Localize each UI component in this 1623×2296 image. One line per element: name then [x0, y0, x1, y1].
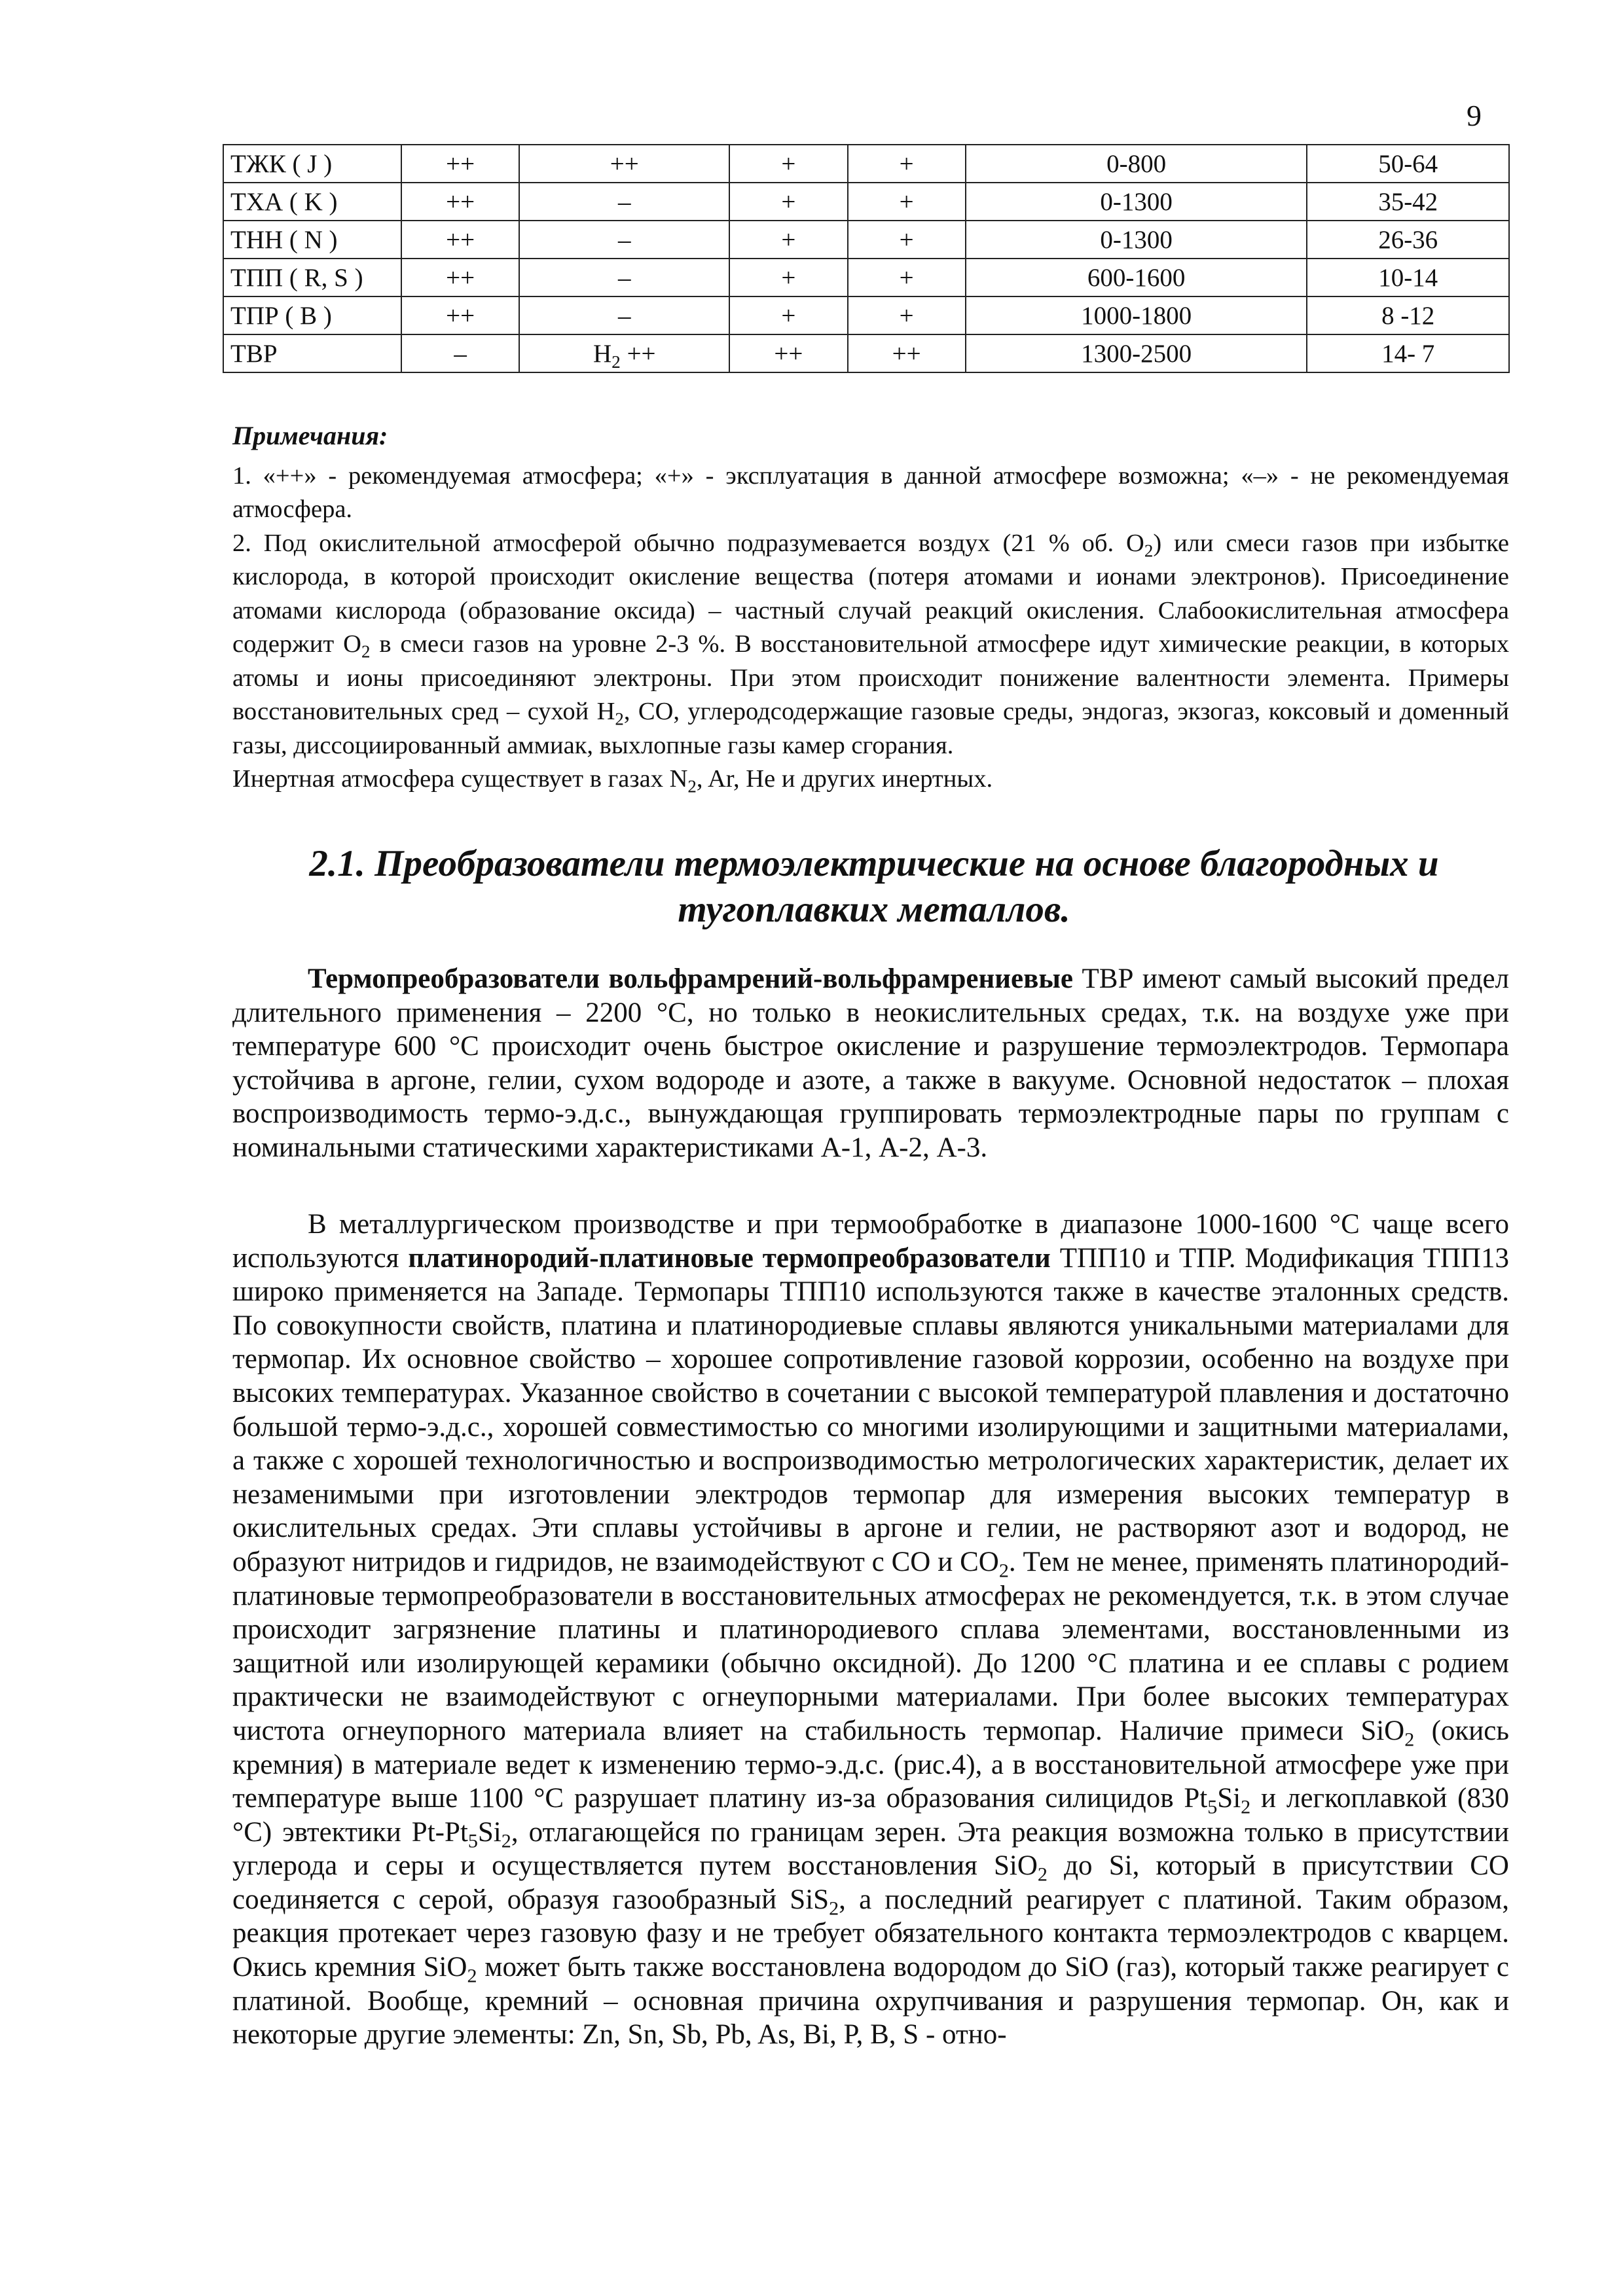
table-cell: ++ — [401, 296, 519, 334]
para2-text-b: ТПП10 и ТПР. Модификация ТПП13 широко применяется на Западе. Термопары ТПП10 используются также в качестве эталонных средств. По совокупности свойств, платина и платинородиевые сплавы являются уникальными материалами для термопар. Их основное свойство – хорошее сопротивление газовой коррозии, особенно на воздухе при высоких температурах. Указанное свойство в сочетании с высокой температурой плавления и достаточно большой термо-э.д.с., хорошей совместимостью со многими изолирующими и защитными материалами, а также с хорошей технологичностью и воспроизводимостью метрологических характеристик, делает их незаменимыми при изготовлении электродов термопар для измерения высоких температур в окислительных средах. Эти сплавы устойчивы в аргоне и гелии, не растворяют азот и водород, не образуют нитридов и гидридов, не взаимодействуют с CO и $CO_2$. Тем не менее, применять платинородий-платиновые термопреобразователи в восстановительных атмосферах не рекомендуется, т.к. в этом случае происходит загрязнение платины и платинородиевого сплава элементами, восстановленными из защитной или изолирующей керамики (обычно оксидной). До 1200 °C платина и ее сплавы с родием практически не взаимодействуют с огнеупорными материалами. При более высоких температурах чистота огнеупорного материала влияет на стабильность термопар. Наличие примеси SiO$_2$ (окись кремния) в материале ведет к изменению термо-э.д.с. (рис.4), а в восстановительной атмосфере уже при температуре выше 1100 °C разрушает платину из-за образования силицидов $Pt_5Si_2$ и легкоплавкой (830 °C) эвтектики $Pt-Pt_5Si_2$, отлагающейся по границам зерен. Эта реакция возможна только в присутствии углерода и серы и осуществляется путем восстановления SiO$_2$ до Si, который в присутствии CO соединяется с серой, образуя газообразный SiS$_2$, а последний реагирует с платиной. Таким образом, реакция протекает через газовую фазу и не требует обязательного контакта термоэлектродов с кварцем. Окись кремния SiO$_2$ может быть также восстановлена водородом до SiO (газ), который также реагирует с платиной. Вообще, кремний – основная причина охрупчивания и разрушения термопар. Он, как и некоторые другие элементы: Zn, Sn, Sb, Pb, As, Bi, P, B, S - отно- — [232, 1242, 1509, 2051]
table-cell: + — [848, 221, 966, 259]
table-row — [223, 221, 1509, 259]
table-cell: – — [519, 296, 729, 334]
table-row — [223, 296, 1509, 334]
table-cell: 26-36 — [1307, 221, 1509, 259]
table-cell: 0-1300 — [966, 183, 1307, 221]
paragraph-platinum — [232, 1208, 1509, 2052]
table-cell: ТХА ( K ) — [223, 183, 401, 221]
table-cell: ++ — [401, 221, 519, 259]
table-cell: 1000-1800 — [966, 296, 1307, 334]
table-cell: $H_2$ ++ — [519, 334, 729, 372]
thermocouple-table — [223, 144, 1510, 373]
table-cell: + — [729, 145, 847, 183]
para2-bold: платинородий-платиновые термопреобразователи — [408, 1242, 1051, 1274]
table-cell: – — [519, 221, 729, 259]
table-cell: ТПП ( R, S ) — [223, 259, 401, 296]
table-cell: ++ — [401, 183, 519, 221]
note-1: 1. «++» - рекомендуемая атмосфера; «+» - эксплуатация в данной атмосфере возможна; «–» - не рекомендуемая атмосфера. — [232, 461, 1509, 523]
table-cell: ТЖК ( J ) — [223, 145, 401, 183]
table-cell: + — [848, 145, 966, 183]
table-cell: + — [729, 296, 847, 334]
table-cell: + — [729, 183, 847, 221]
page-number: 9 — [1467, 99, 1482, 132]
table-cell: 600-1600 — [966, 259, 1307, 296]
table-cell: ++ — [519, 145, 729, 183]
table-cell: 1300-2500 — [966, 334, 1307, 372]
paragraph-tvr — [232, 962, 1509, 1165]
notes-block — [232, 419, 1509, 797]
table-row — [223, 334, 1509, 372]
section-heading: 2.1. Преобразователи термоэлектрические на основе благородных и тугоплавких металлов. — [309, 843, 1439, 930]
table-cell: ++ — [848, 334, 966, 372]
para2-text-a: В металлургическом производстве и при термообработке в диапазоне 1000-1600 °C чаще всего используются — [232, 1209, 1509, 1274]
table-cell: + — [848, 296, 966, 334]
table-cell: ТВР — [223, 334, 401, 372]
table-cell: 8 -12 — [1307, 296, 1509, 334]
table-cell: – — [519, 183, 729, 221]
table-cell: + — [729, 259, 847, 296]
para1-text: ТВР имеют самый высокий предел длительного применения – 2200 °C, но только в неокислительных средах, т.к. на воздухе уже при температуре 600 °C происходит очень быстрое окисление и разрушение термоэлектродов. Термопара устойчива в аргоне, гелии, сухом водороде и азоте, а также в вакууме. Основной недостаток – плохая воспроизводимость термо-э.д.с., вынуждающая группировать термоэлектродные пары по группам с номинальными статическими характеристиками А-1, А-2, А-3. — [232, 963, 1510, 1163]
table-cell: + — [848, 183, 966, 221]
table-cell: 0-1300 — [966, 221, 1307, 259]
table-cell: ++ — [729, 334, 847, 372]
table-cell: ++ — [401, 145, 519, 183]
notes-title: Примечания: — [232, 421, 388, 450]
table-cell: ТНН ( N ) — [223, 221, 401, 259]
para1-bold: Термопреобразователи вольфрамрений-вольфрамрениевые — [308, 963, 1074, 994]
table-cell: – — [519, 259, 729, 296]
table-cell: 35-42 — [1307, 183, 1509, 221]
table-row — [223, 259, 1509, 296]
table-cell: 0-800 — [966, 145, 1307, 183]
table-cell: 14- 7 — [1307, 334, 1509, 372]
table-cell: ++ — [401, 259, 519, 296]
note-3: Инертная атмосфера существует в газах $N_2$, Ar, He и других инертных. — [232, 765, 993, 797]
table-row — [223, 183, 1509, 221]
table-cell: 10-14 — [1307, 259, 1509, 296]
note-2: 2. Под окислительной атмосферой обычно подразумевается воздух (21 % об. $O_2$) или смеси газов при избытке кислорода, в которой происходит окисление вещества (потеря атомами и ионами электронов). Присоединение атомами кислорода (образование оксида) – частный случай реакций окисления. Слабоокислительная атмосфера содержит $O_2$ в смеси газов на уровне 2-3 %. В восстановительной атмосфере идут химические реакции, в которых атомы и ионы присоединяют электроны. При этом происходит понижение валентности элемента. Примеры восстановительных сред – сухой $H_2$, CO, углеродсодержащие газовые среды, эндогаз, экзогаз, коксовый и доменный газы, диссоциированный аммиак, выхлопные газы камер сгорания. — [232, 529, 1510, 759]
table-cell: + — [848, 259, 966, 296]
table-cell: 50-64 — [1307, 145, 1509, 183]
table-cell: – — [401, 334, 519, 372]
table-cell: + — [729, 221, 847, 259]
table-row — [223, 145, 1509, 183]
table-cell: ТПР ( B ) — [223, 296, 401, 334]
